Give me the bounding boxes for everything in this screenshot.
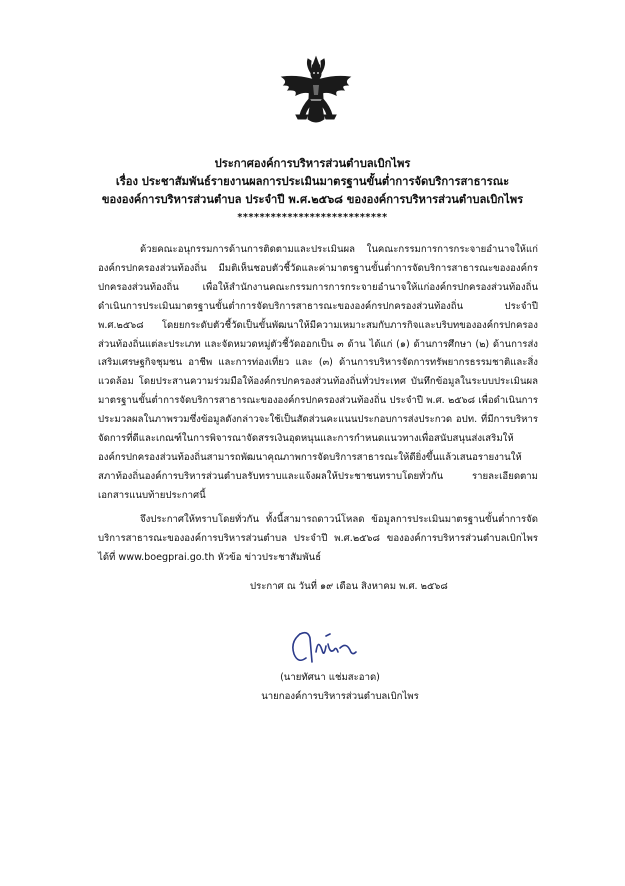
signatory-position: นายกองค์การบริหารส่วนตำบลเบิกไพร — [261, 691, 419, 702]
announcement-title: ประกาศองค์การบริหารส่วนตำบลเบิกไพร — [214, 157, 411, 170]
handwritten-signature-icon — [286, 624, 362, 668]
body-paragraph-1: ด้วยคณะอนุกรรมการด้านการติดตามและประเมินผล ในคณะกรรมการการกระจายอำนาจให้แก่องค์กรปกครองส่วนท้องถิ่น มีมติเห็นชอบตัวชี้วัดและค่ามาตรฐานขั้นต่ำการจัดบริการสาธารณะขององค์กรปกครองส่วนท้องถิ่น เพื่อให้สำนักงานคณะกรรมการการกระจายอำนาจให้แก่องค์กรปกครองส่วนท้องถิ่นดำเนินการประเมินมาตรฐานขั้นต่ำการจัดบริการสาธารณะขององค์กรปกครองส่วนท้องถิ่น ประจำปี พ.ศ.๒๕๖๘ โดยยกระดับตัวชี้วัดเป็นขั้นพัฒนาให้มีความเหมาะสมกับภารกิจและบริบทขององค์กรปกครองส่วนท้องถิ่นแต่ละประเภท และจัดหมวดหมู่ตัวชี้วัดออกเป็น ๓ ด้าน ได้แก่ (๑) ด้านการศึกษา (๒) ด้านการส่งเสริมเศรษฐกิจชุมชน อาชีพ และการท่องเที่ยว และ (๓) ด้านการบริหารจัดการทรัพยากรธรรมชาติและสิ่งแวดล้อม โดยประสานความร่วมมือให้องค์กรปกครองส่วนท้องถิ่นทั่วประเทศ บันทึกข้อมูลในระบบประเมินผลมาตรฐานขั้นต่ำการจัดบริการสาธารณะขององค์กรปกครองส่วนท้องถิ่น ประจำปี พ.ศ. ๒๕๖๘ เพื่อดำเนินการประมวลผลในภาพรวมซึ่งข้อมูลดังกล่าวจะใช้เป็นสัดส่วนคะแนนประกอบการส่งประกวด อปท. ที่มีการบริหารจัดการที่ดีและเกณฑ์ในการพิจารณาจัดสรรเงินอุดหนุนและการกำหนดแนวทางเพื่อสนับสนุนส่งเสริมให้องค์กรปกครองส่วนท้องถิ่นสามารถพัฒนาคุณภาพการจัดบริการสาธารณะให้ดียิ่งขึ้นแล้วเสนอรายงานให้สภาท้องถิ่นองค์การบริหารส่วนตำบลรับทราบและแจ้งผลให้ประชาชนทราบโดยทั่วกัน รายละเอียดตามเอกสารแนบท้ายประกาศนี้ — [98, 244, 538, 501]
signatory-name: (นายทัศนา แช่มสะอาด) — [280, 672, 380, 683]
separator-line: *************************** — [237, 212, 388, 223]
garuda-emblem-icon — [278, 55, 354, 127]
announcement-subject-line2: ขององค์การบริหารส่วนตำบล ประจำปี พ.ศ.๒๕๖๘ ขององค์การบริหารส่วนตำบลเบิกไพร — [101, 193, 524, 206]
body-paragraph-2: จึงประกาศให้ทราบโดยทั่วกัน ทั้งนี้สามารถดาวน์โหลด ข้อมูลการประเมินมาตรฐานขั้นต่ำการจัดบริการสาธารณะขององค์การบริหารส่วนตำบล ประจำปี พ.ศ.๒๕๖๘ ขององค์การบริหารส่วนตำบลเบิกไพร ได้ที่ www.boegprai.go.th หัวข้อ ข่าวประชาสัมพันธ์ — [98, 514, 538, 563]
announcement-date: ประกาศ ณ วันที่ ๑๙ เดือน สิงหาคม พ.ศ. ๒๕๖๘ — [250, 581, 448, 592]
announcement-subject-line1: เรื่อง ประชาสัมพันธ์รายงานผลการประเมินมาตรฐานขั้นต่ำการจัดบริการสาธารณะ — [115, 175, 510, 188]
